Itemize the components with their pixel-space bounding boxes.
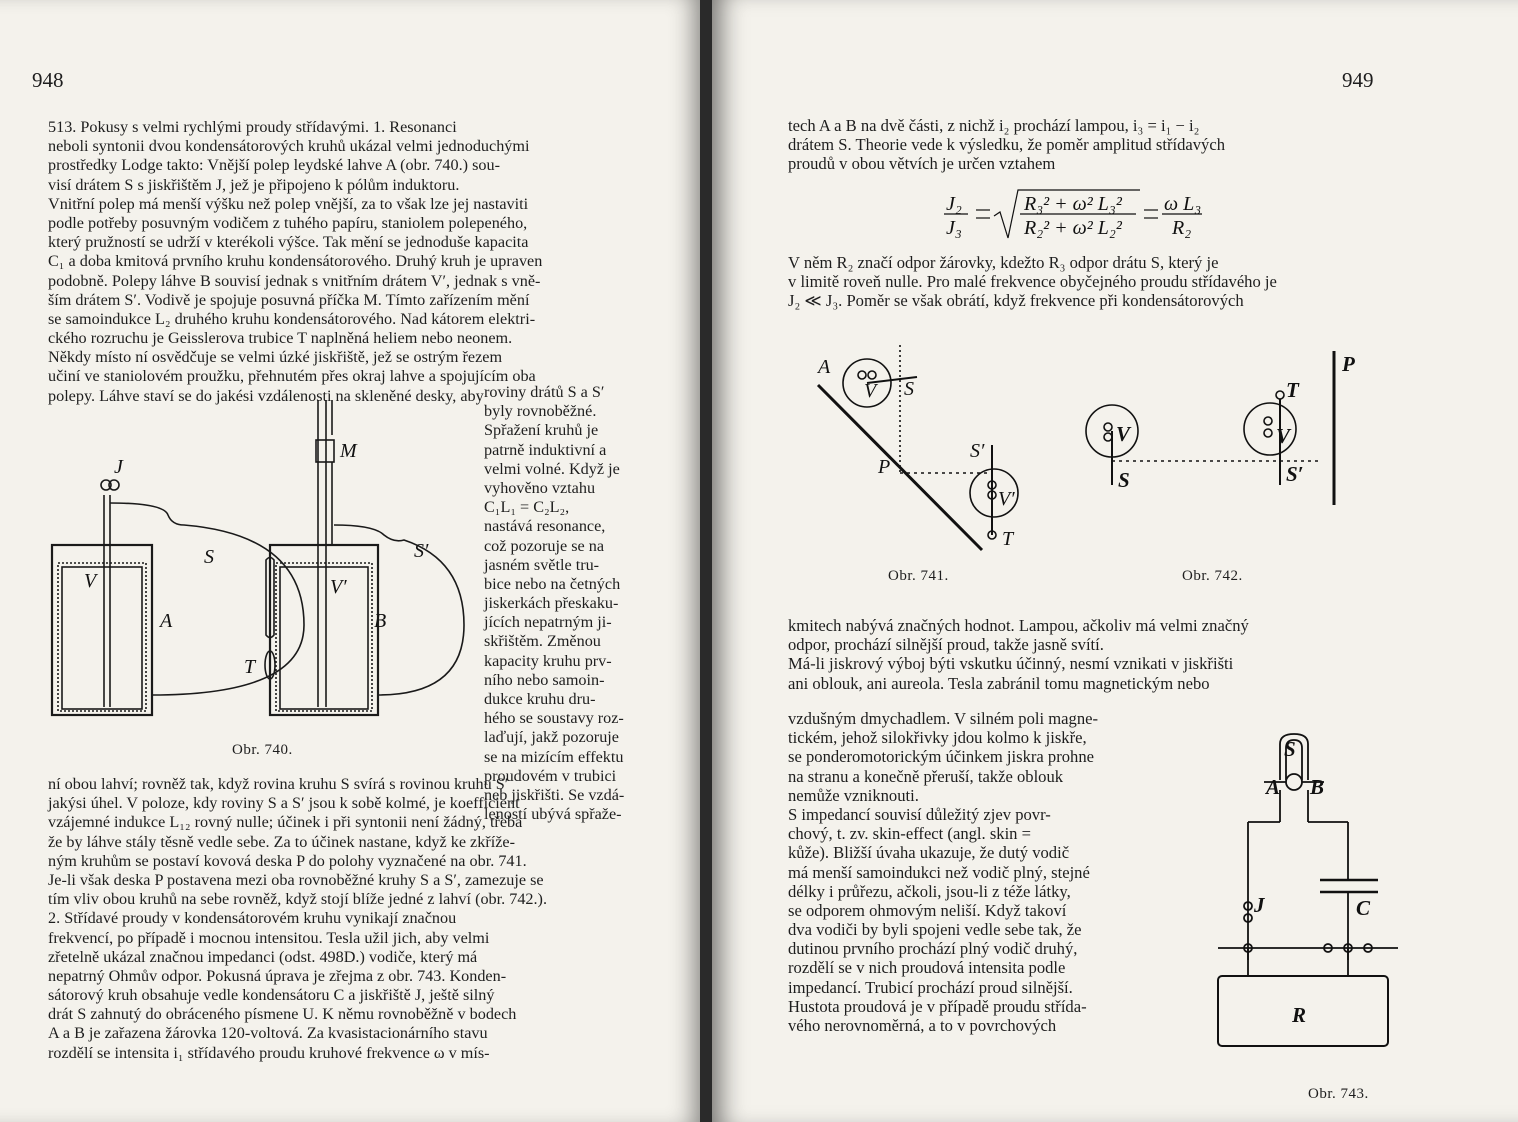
text-line: J₂ ≪ J₃. Poměr se však obrátí, když frekvence při kondensátorových (788, 291, 1244, 311)
text-line: podle potřeby posuvným vodičem z tuhého papíru, staniolem polepeného, (48, 213, 528, 232)
fig742-label-S: S (1118, 468, 1130, 492)
fig741-label-V: V (864, 380, 877, 402)
text-line: podobně. Polepy láhve B souvisí jednak s vnitřním drátem V′, jednak s vně- (48, 271, 541, 290)
text-line: ným kruhům se postaví kovová deska P do polohy vyznačené na obr. 741. (48, 851, 527, 870)
fig741-label-T: T (1002, 528, 1014, 550)
fig741-label-A: A (818, 356, 831, 378)
label-J: J (114, 456, 123, 478)
text-line: má menší samoindukci než vodič plný, stejné (788, 862, 1090, 882)
text-line: jasném světle tru- (484, 555, 600, 574)
label-S-prime: S′ (414, 540, 429, 562)
page-number-left: 948 (32, 68, 64, 92)
text-line: bice nebo na četných (484, 574, 621, 593)
text-line: Spřažení kruhů je (484, 421, 599, 440)
fig742-label-S-prime: S′ (1286, 462, 1304, 486)
text-line: dukce kruhu dru- (484, 690, 596, 708)
figure-743 (1208, 730, 1398, 1060)
text-line: skřištěm. Změnou (484, 632, 601, 651)
text-line: vzdušným dmychadlem. V silném poli magne- (788, 709, 1099, 728)
text-line: Vnitřní polep má menší výšku než polep vnější, za to však lze jej nastaviti (48, 194, 529, 213)
fig741-label-S-prime: S′ (970, 440, 985, 462)
text-line: polepy. Láhve staví se do jakési vzdálenosti na skleněné desky, aby (48, 386, 484, 405)
text-line: se na mizícím effektu (484, 747, 624, 766)
text-line: frekvencí, po případě i mocnou intensitou. Tesla užil jich, aby velmi (48, 928, 490, 947)
text-line: drát S zahnutý do obráceného písmene U. K němu rovnoběžně v bodech (48, 1005, 517, 1024)
text-line: který pružností se udrží v kterékoli výšce. Tak mění se jednoduše kapacita (48, 233, 529, 252)
formula-rhs-den: R₂ (1172, 217, 1192, 239)
fig741-label-V-prime: V′ (998, 488, 1015, 510)
label-V-prime: V′ (330, 576, 347, 598)
text-line: proudů v obou větvích je určen vztahem (788, 154, 1056, 174)
label-M: M (340, 440, 357, 462)
text-line: tickém, jehož silokřivky jdou kolmo k jiskře, (788, 728, 1087, 748)
caption-742: Obr. 742. (1182, 568, 1243, 584)
right-text-top (788, 116, 1382, 174)
fig743-label-R: R (1292, 1003, 1307, 1027)
fig741-label-P: P (878, 456, 891, 478)
text-line: že by láhve stály těsně vedle sebe. Za to účinek nastane, když ke zkříže- (48, 832, 515, 851)
text-line: S impedancí souvisí důležitý zjev povr- (788, 804, 1051, 824)
text-line: se samoindukce L₂ druhého kruhu kondensátorového. Nad kátorem elektri- (48, 309, 536, 328)
text-line: hého se soustavy roz- (484, 709, 624, 728)
text-line: vyhověno vztahu (484, 478, 596, 497)
text-line: neb jiskřišti. Se vzdá- (484, 785, 625, 804)
text-line: nastává resonance, (484, 517, 606, 536)
text-line: jících nepatrným ji- (484, 613, 612, 632)
formula-lhs-num: J₂ (946, 193, 962, 215)
fig742-label-T: T (1286, 378, 1299, 402)
caption-743: Obr. 743. (1308, 1086, 1369, 1102)
fig742-label-V-right: V (1276, 424, 1291, 448)
text-line: Má-li jiskrový výboj býti vskutku účinný, nesmí vznikati v jiskřišti (788, 654, 1234, 674)
left-text-narrow (484, 383, 644, 824)
formula (940, 186, 1240, 242)
text-line: nepatrný Ohmův odpor. Pokusná úprava je zřejma z obr. 743. Konden- (48, 966, 507, 985)
text-line: se ponderomotorickým účinkem jiskra prohne (788, 747, 1094, 767)
text-line: ckého rozruchu je Geisslerova trubice T naplněná heliem nebo neonem. (48, 329, 513, 348)
text-line: impedancí. Trubicí prochází proud silnější. (788, 977, 1073, 997)
label-V: V (84, 570, 97, 592)
text-line: sátorový kruh obsahuje vedle kondensátoru C a jiskřiště J, ještě silný (48, 986, 495, 1005)
text-line: tech A a B na dvě části, z nichž i₂ prochází lampou, i₃ = i₁ − i₂ (788, 116, 1200, 135)
text-line: jiskerkách přeskaku- (484, 594, 619, 613)
text-line: roviny drátů S a S′ (484, 383, 605, 401)
text-line: rozdělí se intensita i₁ střídavého proudu kruhové frekvence ω v mís- (48, 1043, 490, 1062)
text-line: tím vliv obou kruhů na sebe rovněž, když stojí blíže jedné z lahví (obr. 742.). (48, 890, 547, 909)
text-line: délky i průřezu, ačkoli, jsou-li z téže látky, (788, 881, 1071, 901)
text-line: vzájemné indukce L₁₂ rovný nulle; účinek i při syntonii není žádný, třeba (48, 813, 523, 832)
text-line: v limitě roveň nulle. Pro malé frekvence obyčejného proudu střídavého je (788, 272, 1277, 292)
text-line: visí drátem S s jiskřištěm J, jež je připojeno k pólům induktoru. (48, 175, 460, 194)
text-line: Je-li však deska P postavena mezi oba rovnoběžné kruhy S a S′, zamezuje se (48, 870, 544, 889)
text-line: odpor, prochází silnější proud, takže jasně svítí. (788, 635, 1104, 655)
text-line: kapacity kruhu prv- (484, 651, 612, 670)
text-line: kmitech nabývá značných hodnot. Lampou, ačkoliv má velmi značný (788, 616, 1249, 635)
left-page (0, 0, 700, 1122)
figure-740 (44, 395, 480, 735)
label-B: B (374, 610, 387, 632)
text-line: ní obou lahví; rovněž tak, když rovina kruhu S svírá s rovinou kruhu S′ (48, 775, 509, 793)
text-line: ani oblouk, ani aureola. Tesla zabránil tomu magnetickým nebo (788, 673, 1210, 693)
text-line: se odporem ohmovým neliší. Když takoví (788, 900, 1067, 920)
right-text-after-formula (788, 252, 1382, 310)
text-line: prostředky Lodge takto: Vnější polep leydské lahve A (obr. 740.) sou- (48, 156, 500, 175)
text-line: dva vodiči by byli spojeni vedle sebe tak, že (788, 920, 1082, 940)
text-line: C₁ a doba kmitová prvního kruhu kondensátorového. Druhý kruh je upraven (48, 252, 543, 271)
text-line: velmi volné. Když je (484, 459, 620, 478)
text-line: leností ubývá spřaže- (484, 805, 622, 824)
text-line: A a B je zařazena žárovka 120-voltová. Za kvasistacionárního stavu (48, 1024, 488, 1043)
formula-lhs-den: J₃ (946, 217, 962, 239)
text-line: nemůže vzniknouti. (788, 785, 919, 805)
text-line: ším drátem S′. Vodivě je spojuje posuvná příčka M. Tímto zařízením mění (48, 290, 530, 309)
label-A: A (160, 610, 173, 632)
fig742-label-V-left: V (1116, 422, 1131, 446)
figure-741 (812, 345, 1052, 565)
text-line: zřetelně ukázal značnou impedanci (odst. 498D.) vodiče, který má (48, 947, 478, 966)
fig743-label-A: A (1266, 775, 1281, 799)
text-line: C₁L₁ = C₂L₂, (484, 498, 570, 517)
text-line: patrně induktivní a (484, 440, 607, 459)
text-line: chový, t. zv. skin-effect (angl. skin = (788, 824, 1031, 844)
fig743-label-S: S (1284, 737, 1296, 761)
label-T: T (244, 656, 256, 678)
text-line: což pozoruje se na (484, 536, 604, 555)
figure-742 (1072, 345, 1372, 515)
text-line: 513. Pokusy s velmi rychlými proudy střídavými. 1. Resonanci (48, 118, 457, 136)
text-line: učiní ve staniolovém proužku, přehnutém přes okraj lahve a spojujícím oba (48, 367, 536, 386)
text-line: jakýsi úhel. V poloze, kdy roviny S a S′ jsou k sobě kolmé, je koefficient (48, 794, 520, 813)
fig743-label-B: B (1310, 775, 1325, 799)
formula-rhs-num: ω L₃ (1164, 193, 1202, 215)
caption-741: Obr. 741. (888, 568, 949, 584)
fig741-label-S: S (904, 378, 914, 400)
text-line: V něm R₂ značí odpor žárovky, kdežto R₃ odpor drátu S, který je (788, 253, 1219, 272)
text-line: proudovém v trubici (484, 766, 617, 785)
fig742-label-P: P (1342, 352, 1355, 376)
label-S: S (204, 546, 214, 568)
text-line: drátem S. Theorie vede k výsledku, že poměr amplitud střídavých (788, 135, 1226, 155)
text-line: Někdy místo ní osvědčuje se velmi úzké jiskřiště, jež se ostrým řezem (48, 348, 503, 367)
left-text-top (48, 118, 642, 406)
right-text-narrow (788, 707, 1180, 1033)
text-line: Hustota proudová je v případě proudu střída- (788, 996, 1087, 1016)
text-line: 2. Střídavé proudy v kondensátorovém kruhu vynikají značnou (48, 909, 457, 928)
book-gutter (700, 0, 712, 1122)
text-line: byly rovnoběžné. (484, 402, 597, 421)
text-line: ního nebo samoin- (484, 670, 605, 689)
formula-root-num: R₃² + ω² L₃² (1024, 193, 1122, 215)
formula-root-den: R₂² + ω² L₂² (1024, 217, 1122, 239)
text-line: laďují, jakž pozoruje (484, 728, 619, 747)
right-text-mid (788, 614, 1382, 691)
text-line: dutinou prvního prochází plný vodič druhý, (788, 939, 1078, 959)
right-page (712, 0, 1518, 1122)
fig743-label-J: J (1254, 893, 1265, 917)
text-line: na stranu a konečně přeruší, takže oblouk (788, 766, 1064, 786)
left-text-bottom (48, 775, 648, 1063)
text-line: neboli syntonii dvou kondensátorových kruhů ukázal velmi jednoduchými (48, 137, 530, 156)
page-number-right: 949 (1342, 68, 1374, 92)
text-line: kůže). Bližší úvaha ukazuje, že dutý vodič (788, 843, 1070, 863)
text-line: rozdělí se v nich proudová intensita podle (788, 958, 1066, 978)
text-line: vého nerovnoměrná, a to v povrchových (788, 1016, 1057, 1035)
caption-740: Obr. 740. (232, 742, 293, 758)
fig743-label-C: C (1356, 896, 1371, 920)
